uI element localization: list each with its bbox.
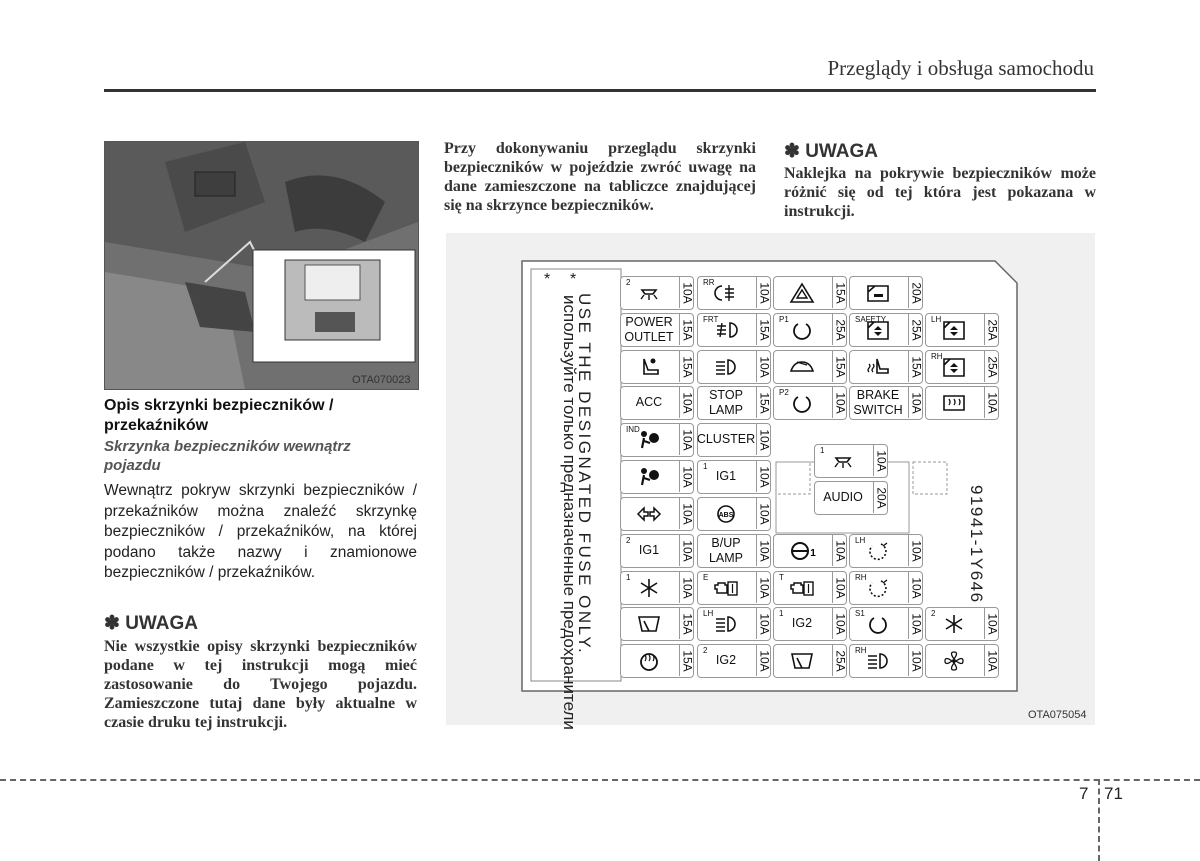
right-warning-title: ✽ UWAGA: [784, 141, 879, 162]
fuse-slot-r1c4: [849, 276, 923, 310]
fuse-slot-r11c1: [620, 644, 694, 678]
fuse-rating: 15A: [680, 355, 695, 378]
fuse-rating-cell: [908, 608, 924, 639]
fuse-slot-mid2: [814, 481, 888, 515]
fuse-rating: 10A: [680, 539, 695, 562]
fuse-rating: 25A: [833, 318, 848, 341]
fuse-rating: 10A: [757, 465, 772, 488]
fuse-rating: 10A: [680, 502, 695, 525]
fuse-sublabel: S1: [855, 609, 865, 618]
fuse-rating: 10A: [833, 539, 848, 562]
fuse-label: ACC: [635, 395, 663, 409]
fuse-sublabel: 1: [703, 462, 708, 471]
fuse-slot-r9c2: [697, 571, 771, 605]
fuse-rating: 10A: [757, 502, 772, 525]
fuse-rating-cell: [984, 314, 1000, 345]
fuse-label: IG2: [715, 653, 737, 667]
fuse-slot-r4c2: [697, 386, 771, 420]
fuse-rating-cell: [679, 608, 695, 639]
section-heading: Opis skrzynki bezpieczników / przekaźników: [104, 397, 334, 434]
fuse-rating: 15A: [680, 318, 695, 341]
photo-caption: OTA070023: [352, 374, 411, 386]
fuse-rating-cell: [756, 387, 772, 418]
fuse-label: AUDIO: [823, 490, 863, 504]
fuse-rating: 10A: [909, 576, 924, 599]
fuse-slot-r2c5: [925, 313, 999, 347]
fuse-slot-r4c5: [925, 386, 999, 420]
fuse-rating: 20A: [909, 281, 924, 304]
fuse-rating: 10A: [757, 612, 772, 635]
fuse-sublabel: 1: [779, 609, 784, 618]
fuse-rating: 10A: [680, 576, 695, 599]
fuse-slot-r10c3: [773, 607, 847, 641]
fuse-rating: 10A: [680, 391, 695, 414]
fuse-rating: 10A: [833, 391, 848, 414]
fuse-rating-cell: [984, 608, 1000, 639]
fuse-slot-r2c4: [849, 313, 923, 347]
fuse-rating-cell: [908, 535, 924, 566]
fuse-rating: 15A: [757, 318, 772, 341]
fuse-rating-cell: [832, 277, 848, 308]
fuse-slot-r2c2: [697, 313, 771, 347]
fuse-sublabel: T: [779, 573, 784, 582]
fuse-slot-r10c2: [697, 607, 771, 641]
fuse-slot-r8c1: [620, 534, 694, 568]
fuse-rating-cell: [873, 482, 889, 513]
heated-wheel-icon: [621, 645, 677, 676]
fuse-rating: 10A: [909, 391, 924, 414]
seat-heater-icon: [850, 351, 906, 382]
airbag-icon: [621, 461, 677, 492]
part-number: 91941-1Y646: [967, 485, 986, 604]
fuse-slot-r2c1: [620, 313, 694, 347]
fuse-rating-cell: [679, 424, 695, 455]
fuse-label: BRAKE SWITCH: [853, 387, 903, 417]
wiper-icon: [774, 645, 830, 676]
fuse-rating-cell: [756, 351, 772, 382]
fuse-rating-cell: [679, 498, 695, 529]
fuse-rating: 10A: [680, 465, 695, 488]
fuse-rating: 10A: [985, 649, 1000, 672]
fuse-rating: 10A: [757, 355, 772, 378]
fuse-sublabel: SAFETY: [855, 315, 887, 324]
fuse-rating-cell: [873, 445, 889, 476]
fuse-slot-r4c4: [849, 386, 923, 420]
door-lock-icon: [850, 277, 906, 308]
fuse-rating: 10A: [757, 428, 772, 451]
fuse-slot-r2c3: [773, 313, 847, 347]
fuse-slot-r3c2: [697, 350, 771, 384]
rear-defrost-icon: [926, 387, 982, 418]
fuse-slot-r10c1: [620, 607, 694, 641]
fuse-sublabel: RR: [703, 278, 715, 287]
fuse-rating-cell: [908, 351, 924, 382]
right-warning-text: Naklejka na pokrywie bezpieczników może różnić się od tej która jest pokazana w instrukcji.: [784, 165, 1096, 220]
fuse-rating: 15A: [680, 612, 695, 635]
fuse-rating-cell: [832, 387, 848, 418]
fuse-rating-cell: [756, 277, 772, 308]
fuse-rating-cell: [679, 387, 695, 418]
fuse-slot-r1c2: [697, 276, 771, 310]
fuse-rating-cell: [908, 277, 924, 308]
fuse-slot-r3c3: [773, 350, 847, 384]
fuse-sublabel: LH: [855, 536, 866, 545]
header-rule: [104, 89, 1096, 92]
fuse-sublabel: 2: [931, 609, 936, 618]
fuse-rating-cell: [679, 351, 695, 382]
section-subheading: Skrzynka bezpieczników wewnątrz pojazdu: [104, 438, 351, 474]
fuse-rating-cell: [832, 572, 848, 603]
fuse-rating: 25A: [909, 318, 924, 341]
fuse-rating-cell: [832, 645, 848, 676]
fuse-slot-r11c4: [849, 644, 923, 678]
fuse-rating: 10A: [833, 612, 848, 635]
notice-ru-line1: используйте только предназначенные предохранители: [560, 295, 579, 730]
left-warning-text: Nie wszystkie opisy skrzynki bezpieczników podane w tej instrukcji mogą mieć zastosowanie do Twojego pojazdu. Zamieszczone tutaj dane były aktualne w czasie druku tej instrukcji.: [104, 638, 417, 731]
fuse-rating: 10A: [680, 281, 695, 304]
fuse-rating: 25A: [985, 355, 1000, 378]
fuse-rating-cell: [908, 387, 924, 418]
fuse-slot-r5c2: [697, 423, 771, 457]
fuse-slot-r1c1: [620, 276, 694, 310]
fuse-slot-r11c3: [773, 644, 847, 678]
fuse-sublabel: RH: [931, 352, 943, 361]
fuse-sublabel: LH: [703, 609, 714, 618]
fuse-label: IG1: [715, 469, 737, 483]
fuse-sublabel: RH: [855, 573, 867, 582]
fuse-sublabel: 2: [626, 536, 631, 545]
steering-icon: [774, 535, 830, 566]
fuse-slot-r11c2: [697, 644, 771, 678]
fuse-rating-cell: [756, 498, 772, 529]
fuse-slot-r11c5: [925, 644, 999, 678]
fuse-slot-r9c4: [849, 571, 923, 605]
fuse-rating-cell: [984, 387, 1000, 418]
fuse-slot-r9c3: [773, 571, 847, 605]
fuse-rating: 15A: [909, 355, 924, 378]
notice-en: USE THE DESIGNATED FUSE ONLY.: [575, 293, 594, 656]
svg-text:1: 1: [810, 547, 816, 559]
fuse-sublabel: 2: [703, 646, 708, 655]
fuse-rating: 10A: [985, 612, 1000, 635]
fuse-rating-cell: [679, 572, 695, 603]
fuse-rating-cell: [679, 645, 695, 676]
footer-vertical-line: [1098, 779, 1100, 861]
fuse-slot-r5c1: [620, 423, 694, 457]
fuse-rating: 10A: [909, 649, 924, 672]
fuse-sublabel: RH: [855, 646, 867, 655]
fuse-sublabel: IND: [626, 425, 640, 434]
fuse-rating-cell: [984, 351, 1000, 382]
fuse-rating: 10A: [680, 428, 695, 451]
sunroof-icon: [774, 351, 830, 382]
fuse-rating-cell: [756, 608, 772, 639]
fuse-sublabel: 1: [626, 573, 631, 582]
fuse-rating: 10A: [757, 539, 772, 562]
seat-icon: [621, 351, 677, 382]
hazard-icon: [774, 277, 830, 308]
fuse-slot-r4c1: [620, 386, 694, 420]
diagram-caption: OTA075054: [1028, 709, 1087, 721]
fuse-rating: 10A: [757, 649, 772, 672]
fuse-label: POWER OUTLET: [624, 314, 674, 344]
fuse-slot-r10c4: [849, 607, 923, 641]
fuse-rating-cell: [832, 314, 848, 345]
fuse-sublabel: E: [703, 573, 709, 582]
fuse-rating-cell: [756, 424, 772, 455]
fuse-rating: 10A: [757, 576, 772, 599]
left-paragraph: Wewnątrz pokryw skrzynki bezpieczników / przekaźników można znaleźć skrzynkę bezpieczników / przekaźników, na której podano także nazwy i znamionowe bezpieczników / przekaźników.: [104, 482, 417, 581]
fuse-rating: 10A: [874, 449, 889, 472]
fuse-rating: 10A: [909, 539, 924, 562]
chapter-number: 7: [1079, 784, 1089, 803]
fuse-slot-r10c5: [925, 607, 999, 641]
fuse-sublabel: FRT: [703, 315, 719, 324]
notice-star-1: *: [570, 271, 577, 288]
fuse-rating-cell: [679, 277, 695, 308]
fuse-rating: 10A: [985, 391, 1000, 414]
fuse-slot-r8c3: [773, 534, 847, 568]
wiper-icon: [621, 608, 677, 639]
fuse-rating-cell: [832, 608, 848, 639]
page-header-title: Przeglądy i obsługa samochodu: [827, 56, 1094, 80]
fuse-slot-r7c1: [620, 497, 694, 531]
fuse-rating-cell: [679, 535, 695, 566]
fuse-rating: 15A: [833, 281, 848, 304]
fan-icon: [926, 645, 982, 676]
fuse-sublabel: P1: [779, 315, 789, 324]
fuse-rating-cell: [908, 314, 924, 345]
fuse-rating-cell: [756, 535, 772, 566]
fuse-label: IG1: [638, 543, 660, 557]
fuse-sublabel: LH: [931, 315, 942, 324]
fuse-box-location-photo: [104, 141, 419, 390]
fuse-slot-r6c1: [620, 460, 694, 494]
page-number: 71: [1104, 784, 1123, 803]
fuse-slot-r8c4: [849, 534, 923, 568]
fuse-slot-r6c2: [697, 460, 771, 494]
fuse-label: CLUSTER: [696, 432, 756, 446]
fuse-label: IG2: [791, 616, 813, 630]
fuse-rating: 25A: [985, 318, 1000, 341]
fuse-rating-cell: [832, 351, 848, 382]
fuse-label: STOP LAMP: [708, 387, 744, 417]
fuse-rating-cell: [908, 572, 924, 603]
fuse-slot-r1c3: [773, 276, 847, 310]
footer-dashed-line: [0, 779, 1200, 781]
fuse-slot-r7c2: [697, 497, 771, 531]
fuse-slot-r4c3: [773, 386, 847, 420]
fuse-rating-cell: [832, 535, 848, 566]
fuse-slot-r3c4: [849, 350, 923, 384]
fuse-rating: 10A: [833, 576, 848, 599]
fuse-sublabel: 1: [820, 446, 825, 455]
fuse-slot-r9c1: [620, 571, 694, 605]
fuse-sublabel: 2: [626, 278, 631, 287]
svg-text:ABS: ABS: [718, 511, 734, 519]
turn-signal-icon: [621, 498, 677, 529]
fuse-rating: 20A: [874, 486, 889, 509]
fuse-rating: 15A: [757, 391, 772, 414]
fuse-rating-cell: [679, 461, 695, 492]
fuse-rating: 10A: [909, 612, 924, 635]
fuse-slot-r8c2: [697, 534, 771, 568]
fuse-panel-diagram: [446, 233, 1095, 730]
fuse-rating: 10A: [757, 281, 772, 304]
notice-star-2: *: [544, 271, 551, 288]
fuse-rating: 15A: [833, 355, 848, 378]
fuse-rating-cell: [756, 572, 772, 603]
fuse-slot-r3c1: [620, 350, 694, 384]
fuse-rating-cell: [756, 314, 772, 345]
fuse-rating-cell: [679, 314, 695, 345]
fuse-slot-r3c5: [925, 350, 999, 384]
fuse-slot-mid1: [814, 444, 888, 478]
fuse-rating-cell: [756, 645, 772, 676]
fuse-rating-cell: [756, 461, 772, 492]
fuse-label: B/UP LAMP: [708, 535, 744, 565]
left-warning-title: ✽ UWAGA: [104, 613, 199, 634]
fuse-rating: 25A: [833, 649, 848, 672]
headlamp-icon: [698, 351, 754, 382]
middle-paragraph: Przy dokonywaniu przeglądu skrzynki bezpieczników w pojeździe zwróć uwagę na dane zamieszczone na tabliczce znajdującej się na skrzynce bezpieczników.: [444, 140, 756, 214]
fuse-rating: 15A: [680, 649, 695, 672]
fuse-rating-cell: [908, 645, 924, 676]
fuse-rating-cell: [984, 645, 1000, 676]
abs-icon: [698, 498, 754, 529]
fuse-sublabel: P2: [779, 388, 789, 397]
